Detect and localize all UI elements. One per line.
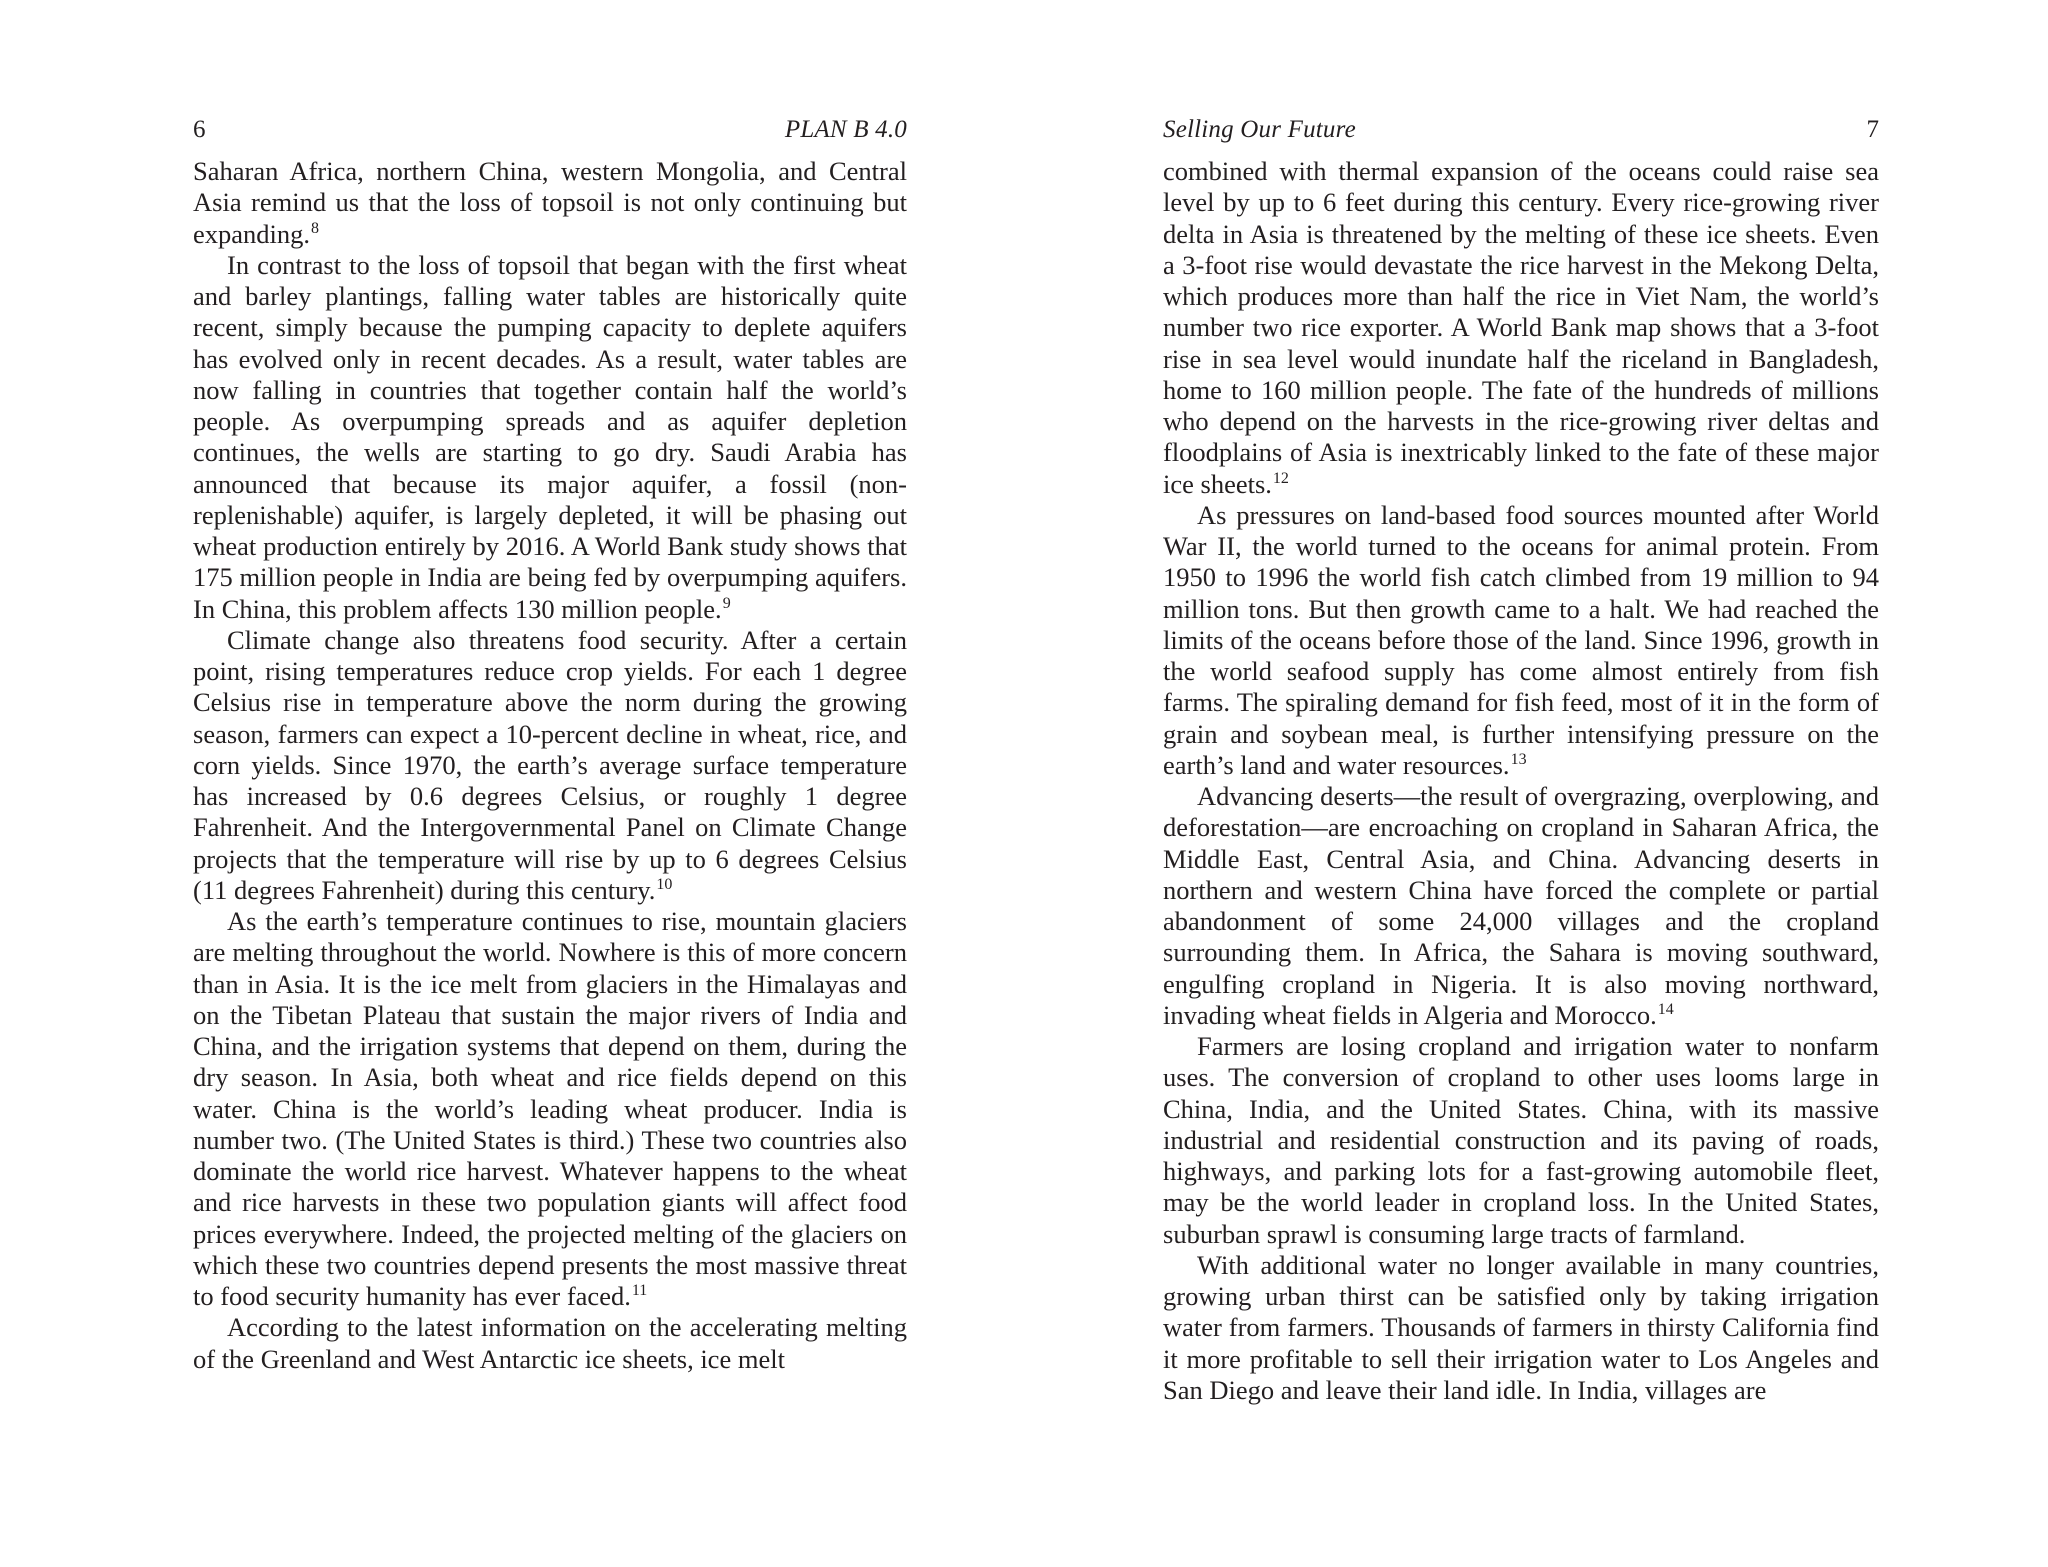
book-title-header: PLAN B 4.0 <box>784 116 907 143</box>
paragraph <box>1163 156 1879 500</box>
paragraph <box>193 156 907 250</box>
paragraph-text: Advancing deserts—the result of overgrazing, overplowing, and deforestation—are encroaching on cropland in Saharan Africa, the Middle East, Central Asia, and China. Advancing deserts in northern and western China have forced the complete or partial abandonment of some 24,000 villages and the cropland surrounding them. In Africa, the Sahara is moving southward, engulfing cropland in Nigeria. It is also moving northward, invading wheat fields in Algeria and Morocco. <box>1163 781 1879 1030</box>
running-head <box>1163 112 1879 148</box>
paragraph-text: Farmers are losing cropland and irrigation water to nonfarm uses. The conversion of cropland to other uses looms large in China, India, and the United States. China, with its massive industrial and residential construction and its paving of roads, highways, and parking lots for a fast-growing automobile fleet, may be the world leader in cropland loss. In the United States, suburban sprawl is consuming large tracts of farmland. <box>1163 1031 1879 1249</box>
paragraph <box>193 906 907 1312</box>
page-number: 6 <box>193 116 206 143</box>
page-number: 7 <box>1866 116 1879 143</box>
chapter-title-header: Selling Our Future <box>1163 116 1356 143</box>
running-head <box>193 112 907 148</box>
footnote-reference: 13 <box>1510 750 1527 768</box>
footnote-reference: 8 <box>311 219 320 237</box>
paragraph <box>1163 1031 1879 1250</box>
footnote-reference: 10 <box>656 875 673 893</box>
paragraph-text: Saharan Africa, northern China, western Mongolia, and Central Asia remind us that the loss of topsoil is not only continuing but expanding. <box>193 156 907 249</box>
paragraph <box>193 1312 907 1375</box>
paragraph <box>193 625 907 906</box>
paragraph-text: Climate change also threatens food security. After a certain point, rising temperatures reduce crop yields. For each 1 degree Celsius rise in temperature above the norm during the growing season, farmers can expect a 10-percent decline in wheat, rice, and corn yields. Since 1970, the earth’s average surface temperature has increased by 0.6 degrees Celsius, or roughly 1 degree Fahrenheit. And the Intergovernmental Panel on Climate Change projects that the temperature will rise by up to 6 degrees Celsius (11 degrees Fahrenheit) during this century. <box>193 624 907 905</box>
body-text <box>193 156 907 1375</box>
body-text <box>1163 156 1879 1406</box>
paragraph <box>1163 500 1879 781</box>
right-page <box>1024 0 2048 1567</box>
footnote-reference: 12 <box>1272 469 1289 487</box>
paragraph <box>1163 1250 1879 1406</box>
paragraph-text: With additional water no longer available in many countries, growing urban thirst can be satisfied only by taking irrigation water from farmers. Thousands of farmers in thirsty California find it more profitable to sell their irrigation water to Los Angeles and San Diego and leave their land idle. In India, villages are <box>1163 1249 1879 1405</box>
paragraph <box>1163 781 1879 1031</box>
paragraph-text: As the earth’s temperature continues to rise, mountain glaciers are melting throughout the world. Nowhere is this of more concern than in Asia. It is the ice melt from glaciers in the Himalayas and on the Tibetan Plateau that sustain the major rivers of India and China, and the irrigation systems that depend on them, during the dry season. In Asia, both wheat and rice fields depend on this water. China is the world’s leading wheat producer. India is number two. (The United States is third.) These two countries also dominate the world rice harvest. Whatever happens to the wheat and rice harvests in these two population giants will affect food prices everywhere. Indeed, the projected melting of the glaciers on which these two countries depend presents the most massive threat to food security humanity has ever faced. <box>193 906 907 1311</box>
footnote-reference: 14 <box>1657 1000 1674 1018</box>
footnote-reference: 9 <box>722 594 731 612</box>
paragraph-text: As pressures on land-based food sources mounted after World War II, the world turned to the oceans for animal protein. From 1950 to 1996 the world fish catch climbed from 19 million to 94 million tons. But then growth came to a halt. We had reached the limits of the oceans before those of the land. Since 1996, growth in the world seafood supply has come almost entirely from fish farms. The spiraling demand for fish feed, most of it in the form of grain and soybean meal, is further intensifying pressure on the earth’s land and water resources. <box>1163 499 1879 780</box>
paragraph-text: According to the latest information on the accelerating melting of the Greenland and West Antarctic ice sheets, ice melt <box>193 1312 907 1374</box>
paragraph <box>193 250 907 625</box>
footnote-reference: 11 <box>631 1282 648 1300</box>
paragraph-text: In contrast to the loss of topsoil that began with the first wheat and barley plantings, falling water tables are historically quite recent, simply because the pumping capacity to deplete aquifers has evolved only in recent decades. As a result, water tables are now falling in countries that together contain half the world’s people. As overpumping spreads and as aquifer depletion continues, the wells are starting to go dry. Saudi Arabia has announced that because its major aquifer, a fossil (non-replenishable) aquifer, is largely depleted, it will be phasing out wheat production entirely by 2016. A World Bank study shows that 175 million people in India are being fed by overpumping aquifers. In China, this problem affects 130 million people. <box>193 249 907 624</box>
paragraph-text: combined with thermal expansion of the oceans could raise sea level by up to 6 feet during this century. Every rice-growing river delta in Asia is threatened by the melting of these ice sheets. Even a 3-foot rise would devastate the rice harvest in the Mekong Delta, which produces more than half the rice in Viet Nam, the world’s number two rice exporter. A World Bank map shows that a 3-foot rise in sea level would inundate half the riceland in Bangladesh, home to 160 million people. The fate of the hundreds of millions who depend on the harvests in the rice-growing river deltas and floodplains of Asia is inextricably linked to the fate of these major ice sheets. <box>1163 156 1879 499</box>
